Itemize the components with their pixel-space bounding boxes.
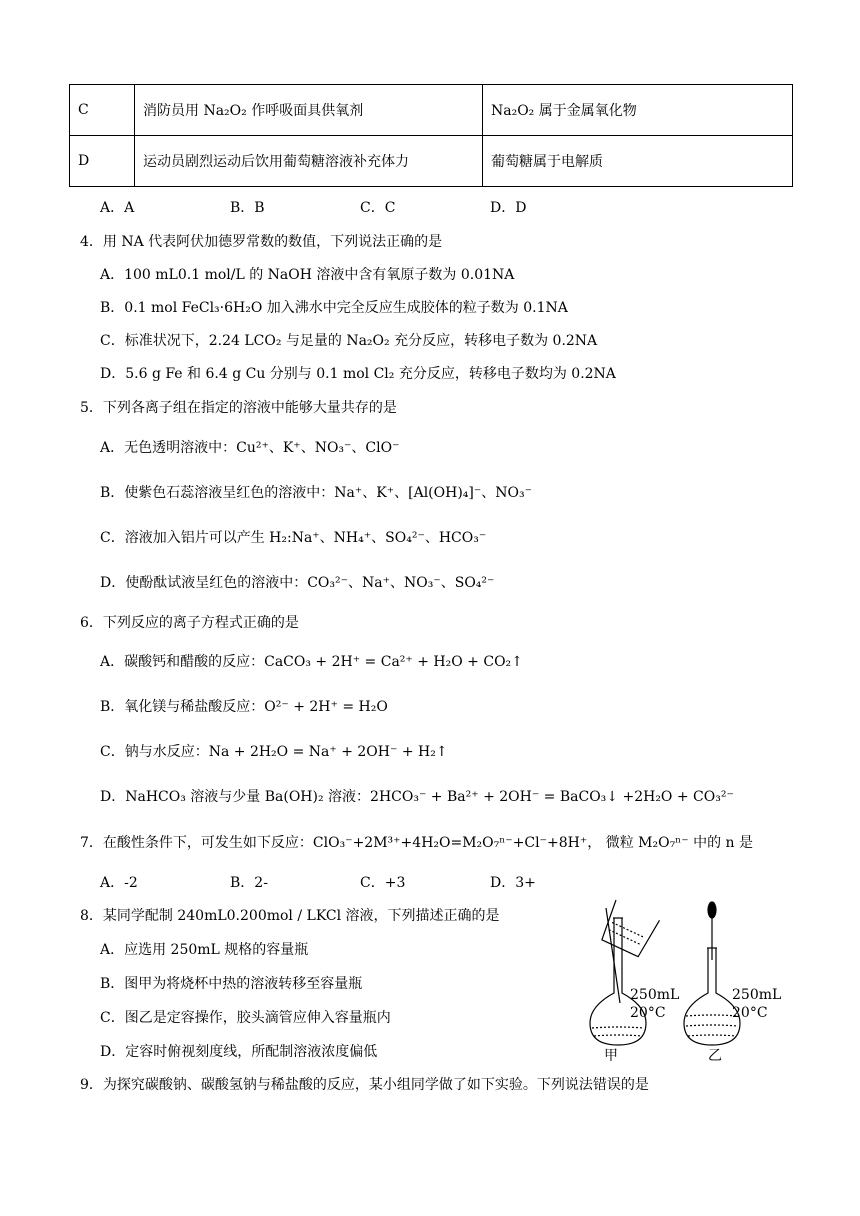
row-label: C: [70, 85, 135, 136]
choice-a[interactable]: A．-2: [100, 875, 138, 891]
q6-option-d[interactable]: D．NaHCO₃ 溶液与少量 Ba(OH)₂ 溶液：2HCO₃⁻ + Ba²⁺ + 2OH⁻ = BaCO₃↓ +2H₂O + CO₃²⁻: [100, 789, 734, 805]
right-flask-caption: 乙: [708, 1048, 722, 1064]
q7-stem: 7．在酸性条件下，可发生如下反应：ClO₃⁻+2M³⁺+4H₂O=M₂O₇ⁿ⁻+Cl⁻+8H⁺， 微粒 M₂O₇ⁿ⁻ 中的 n 是: [80, 835, 753, 851]
q6-stem: 6．下列反应的离子方程式正确的是: [80, 615, 299, 631]
q8-option-c[interactable]: C．图乙是定容操作，胶头滴管应伸入容量瓶内: [100, 1010, 391, 1026]
q5-option-d[interactable]: D．使酚酞试液呈红色的溶液中：CO₃²⁻、Na⁺、NO₃⁻、SO₄²⁻: [100, 575, 495, 591]
row-col2: 运动员剧烈运动后饮用葡萄糖溶液补充体力: [135, 136, 483, 187]
q9-stem: 9．为探究碳酸钠、碳酸氢钠与稀盐酸的反应，某小组同学做了如下实验。下列说法错误的是: [80, 1077, 649, 1093]
q5-option-a[interactable]: A．无色透明溶液中：Cu²⁺、K⁺、NO₃⁻、ClO⁻: [100, 440, 400, 456]
left-flask-caption: 甲: [604, 1048, 618, 1064]
q4-option-b[interactable]: B．0.1 mol FeCl₃·6H₂O 加入沸水中完全反应生成胶体的粒子数为 0.1NA: [100, 300, 568, 316]
left-flask-label: 250mL 20°C: [630, 987, 680, 1021]
q4-stem: 4．用 NA 代表阿伏加德罗常数的数值，下列说法正确的是: [80, 234, 443, 250]
q6-option-c[interactable]: C．钠与水反应：Na + 2H₂O = Na⁺ + 2OH⁻ + H₂↑: [100, 744, 448, 760]
row-col3: Na₂O₂ 属于金属氧化物: [483, 85, 793, 136]
q4-option-a[interactable]: A．100 mL0.1 mol/L 的 NaOH 溶液中含有氧原子数为 0.01NA: [100, 267, 515, 283]
table-row: [70, 136, 793, 187]
row-col2: 消防员用 Na₂O₂ 作呼吸面具供氧剂: [135, 85, 483, 136]
right-flask-label: 250mL 20°C: [732, 987, 782, 1021]
q7-choices: [100, 872, 620, 892]
choice-c[interactable]: C．+3: [360, 875, 406, 891]
answer-table: [69, 84, 793, 187]
dropper: [708, 902, 716, 960]
table-row: [70, 85, 793, 136]
q5-option-b[interactable]: B．使紫色石蕊溶液呈红色的溶液中：Na⁺、K⁺、[Al(OH)₄]⁻、NO₃⁻: [100, 485, 532, 501]
q8-option-d[interactable]: D．定容时俯视刻度线，所配制溶液浓度偏低: [100, 1044, 378, 1060]
choice-d[interactable]: D．3+: [490, 875, 536, 891]
q3-choices: [100, 197, 620, 217]
q6-option-b[interactable]: B．氧化镁与稀盐酸反应：O²⁻ + 2H⁺ = H₂O: [100, 699, 388, 715]
choice-c[interactable]: C．C: [360, 200, 396, 216]
q8-option-a[interactable]: A．应选用 250mL 规格的容量瓶: [100, 942, 309, 958]
volumetric-flask-figure: [580, 898, 790, 1068]
row-label: D: [70, 136, 135, 187]
choice-b[interactable]: B．B: [230, 200, 265, 216]
flask-left: [590, 918, 646, 1045]
q8-option-b[interactable]: B．图甲为将烧杯中热的溶液转移至容量瓶: [100, 976, 363, 992]
choice-b[interactable]: B．2-: [230, 875, 268, 891]
q5-option-c[interactable]: C．溶液加入铝片可以产生 H₂:Na⁺、NH₄⁺、SO₄²⁻、HCO₃⁻: [100, 530, 487, 546]
q8-stem: 8．某同学配制 240mL0.200mol / LKCl 溶液，下列描述正确的是: [80, 908, 500, 924]
q5-stem: 5．下列各离子组在指定的溶液中能够大量共存的是: [80, 400, 397, 416]
choice-d[interactable]: D．D: [490, 200, 527, 216]
q4-option-d[interactable]: D．5.6 g Fe 和 6.4 g Cu 分别与 0.1 mol Cl₂ 充分反应，转移电子数均为 0.2NA: [100, 366, 616, 382]
row-col3: 葡萄糖属于电解质: [483, 136, 793, 187]
beaker: [598, 900, 659, 958]
choice-a[interactable]: A．A: [100, 200, 135, 216]
q4-option-c[interactable]: C．标准状况下，2.24 LCO₂ 与足量的 Na₂O₂ 充分反应，转移电子数为 0.2NA: [100, 333, 598, 349]
q6-option-a[interactable]: A．碳酸钙和醋酸的反应：CaCO₃ + 2H⁺ = Ca²⁺ + H₂O + CO₂↑: [100, 654, 523, 670]
